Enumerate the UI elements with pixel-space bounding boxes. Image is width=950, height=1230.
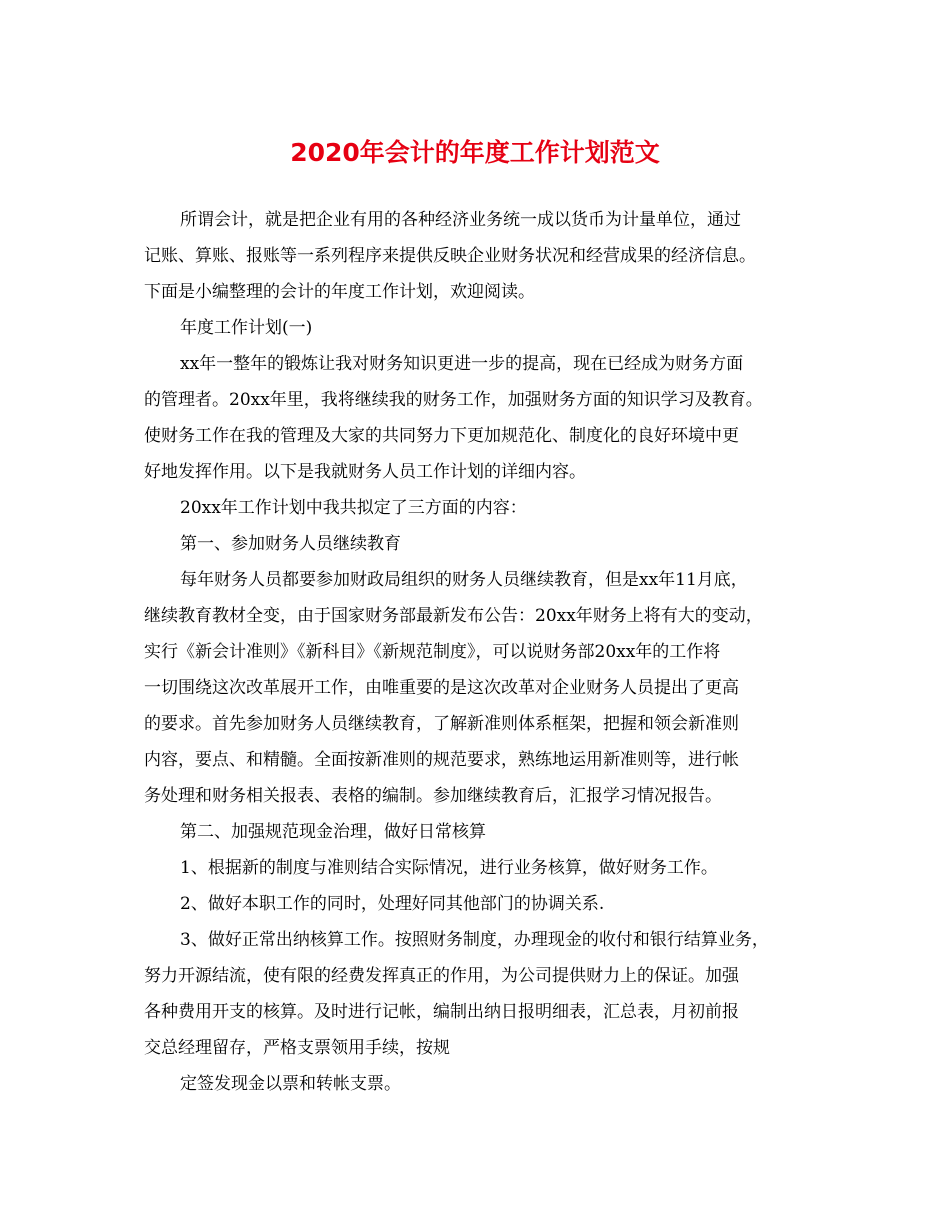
- text-line: 第二、加强规范现金治理，做好日常核算: [180, 822, 486, 842]
- text-line: 定签发现金以票和转帐支票。: [180, 1074, 401, 1094]
- text-line: 努力开源结流，使有限的经费发挥真正的作用，为公司提供财力上的保证。加强: [144, 966, 739, 986]
- text-line: 交总经理留存，严格支票领用手续，按规: [144, 1038, 450, 1058]
- text-line: 的管理者。20xx年里，我将继续我的财务工作，加强财务方面的知识学习及教育。: [144, 390, 763, 410]
- text-line: 的要求。首先参加财务人员继续教育，了解新准则体系框架，把握和领会新准则: [144, 714, 739, 734]
- text-line: 实行《新会计准则》《新科目》《新规范制度》，可以说财务部20xx年的工作将: [144, 642, 721, 662]
- text-line: 2、做好本职工作的同时，处理好同其他部门的协调关系.: [180, 894, 605, 914]
- text-line: 使财务工作在我的管理及大家的共同努力下更加规范化、制度化的良好环境中更: [144, 426, 739, 446]
- text-line: 内容，要点、和精髓。全面按新准则的规范要求，熟练地运用新准则等，进行帐: [144, 750, 739, 770]
- text-line: 3、做好正常出纳核算工作。按照财务制度，办理现金的收付和银行结算业务，: [180, 930, 769, 950]
- text-line: 20xx年工作计划中我共拟定了三方面的内容：: [180, 498, 527, 518]
- text-line: 好地发挥作用。以下是我就财务人员工作计划的详细内容。: [144, 462, 586, 482]
- text-line: 年度工作计划(一): [180, 318, 313, 338]
- document-title: 2020年会计的年度工作计划范文: [290, 138, 660, 167]
- text-line: 第一、参加财务人员继续教育: [180, 534, 401, 554]
- text-line: 下面是小编整理的会计的年度工作计划，欢迎阅读。: [144, 282, 535, 302]
- text-line: 继续教育教材全变，由于国家财务部最新发布公告：20xx年财务上将有大的变动，: [144, 606, 763, 626]
- text-line: 1、根据新的制度与准则结合实际情况，进行业务核算，做好财务工作。: [180, 858, 718, 878]
- text-line: xx年一整年的锻炼让我对财务知识更进一步的提高，现在已经成为财务方面: [180, 354, 744, 374]
- document-body: [144, 202, 809, 1102]
- text-line: 务处理和财务相关报表、表格的编制。参加继续教育后，汇报学习情况报告。: [144, 786, 722, 806]
- text-line: 所谓会计，就是把企业有用的各种经济业务统一成以货币为计量单位，通过: [180, 210, 741, 230]
- text-line: 记账、算账、报账等一系列程序来提供反映企业财务状况和经营成果的经济信息。: [144, 246, 756, 266]
- body-text: [144, 202, 809, 1102]
- text-line: 每年财务人员都要参加财政局组织的财务人员继续教育，但是xx年11月底，: [180, 570, 748, 590]
- text-line: 各种费用开支的核算。及时进行记帐，编制出纳日报明细表，汇总表，月初前报: [144, 1002, 739, 1022]
- text-line: 一切围绕这次改革展开工作，由唯重要的是这次改革对企业财务人员提出了更高: [144, 678, 739, 698]
